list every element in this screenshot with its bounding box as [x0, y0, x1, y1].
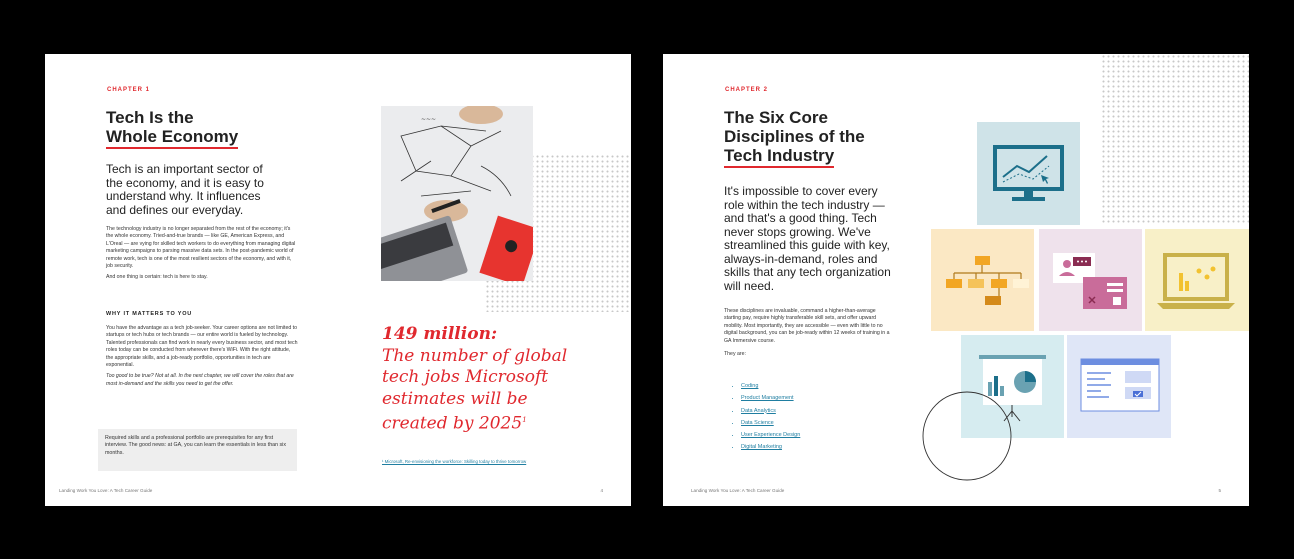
paragraph: You have the advantage as a tech job-seeker. Your career options are not limited to startups or tech hubs or tech brands — our entire world is fueled by technology. Talented professionals can find work in nearly every business sector, and most tech roles today can be conducted from wherever there's WiFi. With the right attitude, the appropriate skills, and a job-ready portfolio, opportunities in tech are exponential.: [106, 325, 298, 369]
tile-data-analytics: [1145, 229, 1249, 331]
they-are-label: They are:: [724, 351, 746, 358]
section-body: [106, 325, 298, 392]
callout-box: Required skills and a professional portfolio are prerequisites for any first interview. The good news: at GA, you can learn the essentials in less than six months.: [98, 429, 297, 471]
discipline-link-ux-design[interactable]: • User Experience Design: [741, 429, 800, 441]
tile-product-management: [931, 229, 1034, 331]
sketch-word: ~~~: [421, 116, 437, 123]
lead-paragraph: It's impossible to cover every role within the tech industry — and that's a good thing. Tech never stops growing. We've streamlined this guide with key, always-in-demand, roles and skills that any tech organization will need.: [724, 184, 891, 293]
page-chapter-1: [45, 54, 631, 506]
page-number: 5: [1218, 488, 1221, 493]
intro-body: [724, 308, 894, 362]
chapter-label: CHAPTER 1: [107, 87, 151, 93]
title-line-1: Tech Is the: [106, 108, 194, 127]
chapter-title: [724, 108, 865, 165]
footnote-link[interactable]: ¹ Microsoft, Re-envisioning the workforce: Skilling today to thrive tomorrow: [382, 459, 527, 464]
intro-body: [106, 226, 298, 286]
title-line-3: Tech Industry: [724, 146, 834, 168]
paragraph: These disciplines are invaluable, command a higher-than-average starting pay, require highly transferable skill sets, and offer upward mobility. Most importantly, they are accessible — even with little to no digital background, you can be job-ready within 12 weeks of training in a GA Immersive course.: [724, 308, 890, 344]
page-footer: Landing Work You Love: A Tech Career Guide: [691, 488, 785, 493]
title-line-1: The Six Core: [724, 108, 828, 127]
tile-coding-monitor: [977, 122, 1080, 225]
lead-paragraph: Tech is an important sector of the economy, and it is easy to understand why. It influences and defines our everyday.: [106, 162, 264, 217]
statistic-quote: [382, 324, 567, 435]
stat-line: estimates will be: [382, 388, 528, 409]
stat-headline: 149 million:: [382, 324, 498, 344]
title-line-2: Whole Economy: [106, 127, 238, 149]
discipline-link-digital-marketing[interactable]: • Digital Marketing: [741, 441, 800, 453]
decorative-circle: [921, 384, 1021, 486]
stat-line: The number of global: [382, 345, 568, 366]
desk-photo: [381, 106, 533, 281]
paragraph: Too good to be true? Not at all. In the next chapter, we will cover the roles that are most in-demand and the skills you need to get the offer.: [106, 373, 294, 387]
footnote-marker: 1: [522, 416, 527, 424]
paragraph: And one thing is certain: tech is here to stay.: [106, 274, 208, 281]
stat-line: created by 2025: [382, 413, 523, 434]
tile-digital-marketing: [1067, 335, 1171, 438]
disciplines-list: [727, 380, 800, 454]
chapter-label: CHAPTER 2: [725, 87, 769, 93]
chapter-title: [106, 108, 238, 146]
title-line-2: Disciplines of the: [724, 127, 865, 146]
page-chapter-2: [663, 54, 1249, 506]
discipline-link-product-management[interactable]: • Product Management: [741, 392, 800, 404]
section-subheading: WHY IT MATTERS TO YOU: [106, 311, 193, 317]
discipline-link-coding[interactable]: • Coding: [741, 380, 800, 392]
discipline-link-data-analytics[interactable]: • Data Analytics: [741, 405, 800, 417]
page-footer: Landing Work You Love: A Tech Career Guide: [59, 488, 153, 493]
discipline-link-data-science[interactable]: • Data Science: [741, 417, 800, 429]
dot-pattern: [1101, 54, 1249, 224]
page-number: 4: [600, 488, 603, 493]
tile-user-experience: [1039, 229, 1142, 331]
paragraph: The technology industry is no longer separated from the rest of the economy; it's the whole economy. Tried-and-true brands — like GE, American Express, and L'Oreal — are vying for skilled tech workers to do everything from managing digital marketing campaigns to parsing massive data sets. In the post-pandemic world of remote work, tech is one of the most resilient sectors of the economy, and with it, job security.: [106, 226, 296, 270]
stat-line: tech jobs Microsoft: [382, 367, 549, 387]
